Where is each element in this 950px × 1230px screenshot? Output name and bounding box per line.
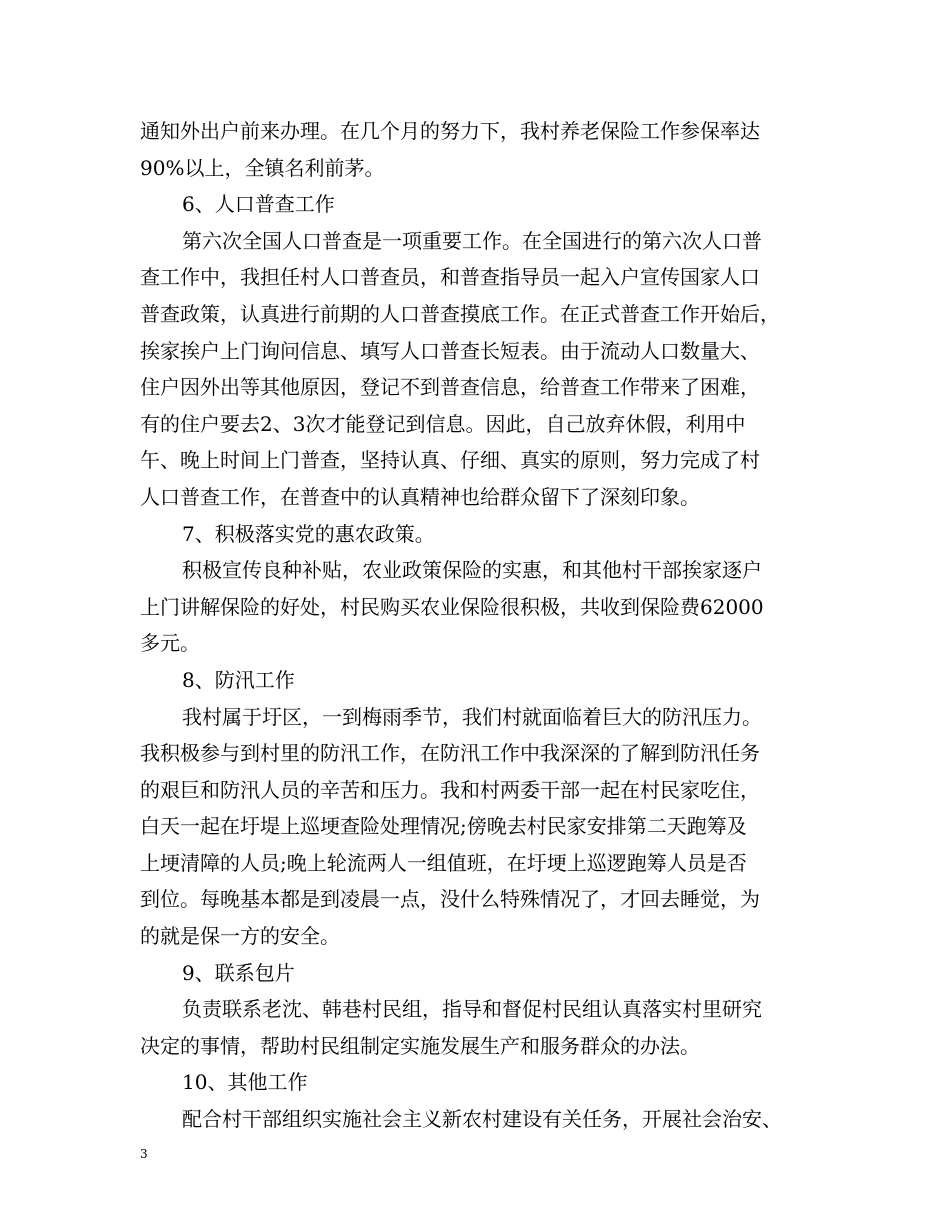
text-line: 10、其他工作 — [182, 1070, 308, 1095]
text-line: 8、防汛工作 — [182, 667, 295, 692]
text-line: 积极宣传良种补贴，农业政策保险的实惠，和其他村干部挨家逐户 — [182, 558, 762, 583]
text-line: 90%以上，全镇名利前茅。 — [140, 155, 385, 180]
text-line: 挨家挨户上门询问信息、填写人口普查长短表。由于流动人口数量大、 — [140, 338, 760, 363]
text-line: 负责联系老沈、韩巷村民组，指导和督促村民组认真落实村里研究 — [182, 997, 762, 1022]
text-line: 白天一起在圩堤上巡埂查险处理情况;傍晚去村民家安排第二天跑筹及 — [140, 814, 747, 839]
text-line: 住户因外出等其他原因，登记不到普查信息，给普查工作带来了困难， — [140, 375, 760, 400]
text-line: 决定的事情，帮助村民组制定实施发展生产和服务群众的办法。 — [140, 1033, 700, 1058]
text-line: 的艰巨和防汛人员的辛苦和压力。我和村两委干部一起在村民家吃住， — [140, 777, 760, 802]
text-line: 配合村干部组织实施社会主义新农村建设有关任务，开展社会治安、 — [182, 1107, 782, 1132]
text-line: 第六次全国人口普查是一项重要工作。在全国进行的第六次人口普 — [182, 228, 762, 253]
page-number: 3 — [140, 1147, 148, 1161]
text-line: 普查政策，认真进行前期的人口普查摸底工作。在正式普查工作开始后， — [140, 301, 780, 326]
text-line: 我积极参与到村里的防汛工作，在防汛工作中我深深的了解到防汛任务 — [140, 741, 760, 766]
text-line: 通知外出户前来办理。在几个月的努力下，我村养老保险工作参保率达 — [140, 119, 760, 143]
text-line: 我村属于圩区，一到梅雨季节，我们村就面临着巨大的防汛压力。 — [182, 704, 762, 729]
text-line: 有的住户要去2、3次才能登记到信息。因此，自己放弃休假，利用中 — [140, 411, 746, 436]
text-line: 到位。每晚基本都是到凌晨一点，没什么特殊情况了，才回去睡觉，为 — [140, 887, 760, 912]
body-text — [140, 113, 840, 1138]
text-line: 的就是保一方的安全。 — [140, 924, 340, 949]
text-line: 上门讲解保险的好处，村民购买农业保险很积极，共收到保险费62000 — [140, 594, 764, 619]
text-line: 午、晚上时间上门普查，坚持认真、仔细、真实的原则，努力完成了村 — [140, 448, 760, 473]
text-line: 7、积极落实党的惠农政策。 — [182, 521, 435, 546]
text-line: 查工作中，我担任村人口普查员，和普查指导员一起入户宣传国家人口 — [140, 265, 760, 290]
text-line: 人口普查工作，在普查中的认真精神也给群众留下了深刻印象。 — [140, 484, 700, 509]
text-line: 多元。 — [140, 631, 200, 656]
text-line: 9、联系包片 — [182, 960, 295, 985]
text-line: 上埂清障的人员;晚上轮流两人一组值班，在圩埂上巡逻跑筹人员是否 — [140, 850, 747, 875]
text-line: 6、人口普查工作 — [182, 192, 335, 217]
